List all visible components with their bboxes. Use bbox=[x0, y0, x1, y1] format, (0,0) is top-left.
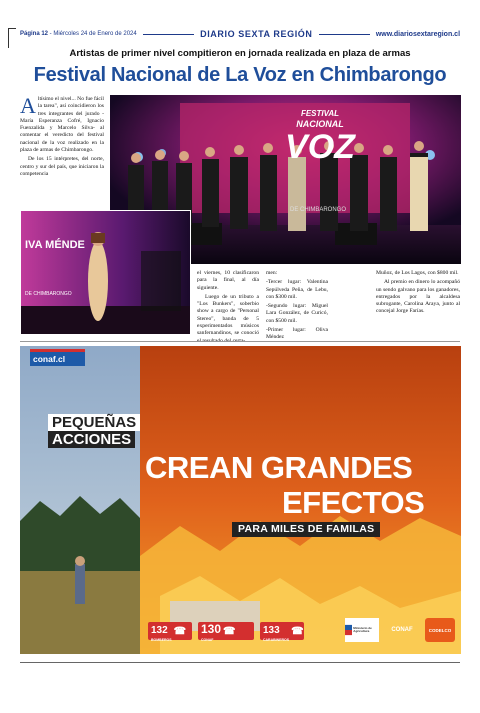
codelco-logo: CODELCO bbox=[425, 618, 455, 642]
ad-tagline-1: PEQUEÑAS bbox=[48, 414, 140, 431]
article-column-4 bbox=[376, 270, 460, 318]
header-rule-right bbox=[319, 34, 370, 35]
phone-conaf[interactable]: 130 CONAF ☎ bbox=[198, 622, 254, 640]
phone-icon: ☎ bbox=[291, 625, 304, 637]
ad-headline-1: CREAN GRANDES bbox=[145, 450, 413, 485]
paragraph: el viernes, 10 clasificaron para la final, al día siguiente. bbox=[197, 270, 259, 291]
photo-screen-caption: DE CHIMBARONGO bbox=[25, 291, 72, 297]
crop-mark bbox=[8, 28, 16, 48]
paragraph: Al premio en dinero lo acompañó un sendo galvano para los ganadores, entregados por la alcaldesa subrogante, Carolina Araya, junto al concejal Jorge Farías. bbox=[376, 279, 460, 315]
publication-name: DIARIO SEXTA REGIÓN bbox=[200, 29, 313, 39]
article-column-1 bbox=[20, 93, 104, 180]
paragraph: -Primer lugar: Oliva Méndez bbox=[266, 327, 328, 341]
sponsor-logos bbox=[345, 618, 455, 642]
stage-banner-caption: DE CHIMBARONGO bbox=[290, 207, 347, 213]
flag-icon bbox=[345, 623, 352, 637]
phone-icon: ☎ bbox=[223, 625, 236, 637]
article-column-2 bbox=[197, 270, 259, 347]
ministerio-logo: Ministerio de Agricultura bbox=[345, 618, 379, 642]
article-headline: Festival Nacional de La Voz en Chimbarongo bbox=[33, 64, 447, 86]
conaf-logo[interactable]: conaf.cl bbox=[30, 352, 85, 366]
ad-tagline-2: ACCIONES bbox=[48, 431, 135, 448]
bottom-rule bbox=[20, 662, 460, 663]
phone-icon: ☎ bbox=[173, 625, 187, 637]
paragraph: -Segundo lugar: Miguel Lara González, de Curicó, con $500 mil. bbox=[266, 303, 328, 324]
paragraph: Luego de un tributo a "Los Bunkers", soberbio show a cargo de "Personal Stereo", banda de 5 experimentados músicos sanfernandinos, se conoció bbox=[197, 293, 259, 337]
ad-subheadline: PARA MILES DE FAMILAS bbox=[232, 522, 380, 537]
paragraph: Muñoz, de Los Lagos, con $800 mil. bbox=[376, 270, 459, 276]
conaf-emblem: CONAF bbox=[391, 627, 413, 633]
header-rule-left bbox=[143, 34, 194, 35]
phone-bomberos[interactable]: 132 BOMBEROS ☎ bbox=[148, 622, 192, 640]
article-kicker: Artistas de primer nivel compitieron en jornada realizada en plaza de armas bbox=[69, 48, 411, 59]
page-info: Página 12 - Miércoles 24 de Enero de 2024 bbox=[20, 31, 137, 37]
page-header bbox=[20, 28, 460, 40]
paragraph: De los 15 intérpretes, del norte, centro y sur del país, que iniciaron la competencia bbox=[20, 156, 104, 177]
winner-singer-photo bbox=[20, 210, 191, 335]
section-divider bbox=[20, 341, 460, 342]
website-link[interactable]: www.diariosextaregion.cl bbox=[375, 30, 461, 38]
article-column-3 bbox=[266, 270, 328, 344]
conaf-advertisement bbox=[20, 346, 461, 654]
ad-headline-2: EFECTOS bbox=[282, 485, 425, 520]
drop-cap: A bbox=[20, 93, 36, 118]
paragraph: -Tercer lugar: Valentina Sepúlveda Peña, de Lebu, con $300 mil. bbox=[266, 279, 328, 300]
phone-carabineros[interactable]: 133 CARABINEROS ☎ bbox=[260, 622, 304, 640]
paragraph: ltísimo el nivel... No fue fácil la tarea", así coincidieron los tres integrantes del jurado -María Esperanza Cofré, Ignacio Fuenzalida y Marcelo Silva- al comentar el veredicto del festival nacional de la voz realizado en la plaza de armas de Chimbarongo. bbox=[20, 96, 104, 154]
paragraph: men: bbox=[266, 270, 278, 276]
photo-screen-text: IVA MÉNDE bbox=[25, 239, 85, 251]
stage-banner: FESTIVAL NACIONAL VOZ bbox=[285, 109, 355, 166]
